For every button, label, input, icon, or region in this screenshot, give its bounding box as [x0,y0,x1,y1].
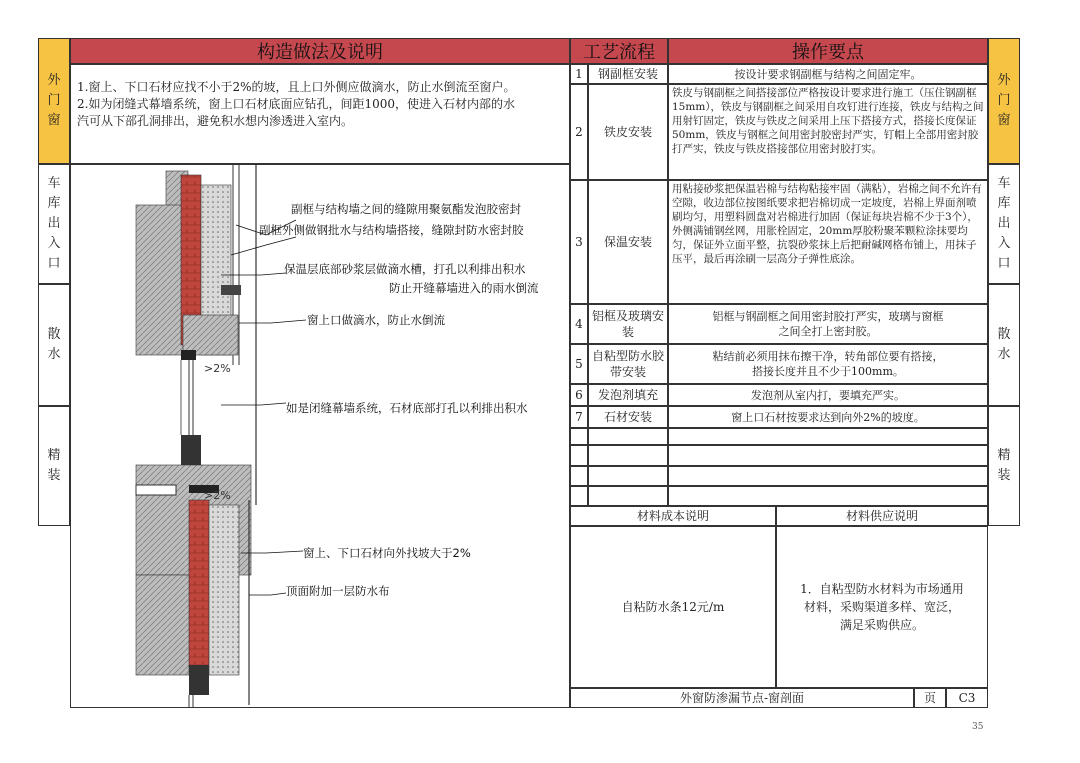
right-tab-finishing[interactable] [988,406,1020,526]
material-supply-header: 材料供应说明 [776,506,988,526]
step-description: 粘结前必须用抹布擦干净，转角部位要有搭接，搭接长度并且不少于100mm。 [668,344,988,384]
step-number: 7 [570,406,588,428]
material-cost-text: 自粘防水条12元/m [570,526,776,688]
empty-cell [668,486,988,506]
step-name: 钢副框安装 [588,64,668,84]
note-1: 1.窗上、下口石材应找不小于2%的坡，且上口外侧应做滴水，防止水倒流至窗户。 [77,80,516,94]
left-tab-finishing[interactable] [38,406,70,526]
step-name: 保温安装 [588,180,668,304]
process-header [570,38,668,64]
page-number: 35 [972,722,984,732]
drawing-title: 外窗防渗漏节点-窗剖面 [570,688,914,708]
section-drawing-area [70,164,570,708]
note-2: 2.如为闭缝式幕墙系统，窗上口石材底面应钻孔，间距1000，使进入石材内部的水汽可从下部孔洞排出，避免积水想内渗透进入室内。 [77,97,515,128]
upper-wall-section [136,165,256,365]
left-tab-drainage[interactable] [38,284,70,406]
process-header-text: 工艺流程 [583,42,655,63]
right-tab-drainage[interactable] [988,284,1020,406]
annotation-drain-holes: 如是闭缝幕墙系统，石材底部打孔以利排出积水 [286,401,528,415]
operation-header [668,38,988,64]
right-tab-label: 外门窗 [997,73,1011,128]
step-number: 4 [570,304,588,344]
step-name: 自粘型防水胶带安装 [588,344,668,384]
empty-cell [588,428,668,445]
annotation-drip-groove: 保温层底部砂浆层做滴水槽，打孔以利排出积水 [284,262,526,276]
empty-cell [570,486,588,506]
left-tab-label: 车库出入口 [47,176,61,271]
material-cost-header: 材料成本说明 [570,506,776,526]
window-section-drawing [71,165,569,707]
step-number: 3 [570,180,588,304]
step-number: 2 [570,84,588,180]
right-tab-garage-entrance[interactable] [988,164,1020,284]
left-tab-label: 精装 [47,448,61,483]
empty-cell [668,428,988,445]
step-description: 发泡剂从室内打，要填充严实。 [668,384,988,406]
construction-header-text: 构造做法及说明 [257,42,383,63]
page-code: C3 [946,688,988,708]
step-description: 窗上口石材按要求达到向外2%的坡度。 [668,406,988,428]
step-description: 铝框与钢副框之间用密封胶打严实，玻璃与窗框之间全打上密封胶。 [668,304,988,344]
empty-cell [570,428,588,445]
page-label: 页 [914,688,946,708]
left-tab-label: 散水 [47,327,61,362]
construction-header [70,38,570,64]
empty-cell [570,466,588,486]
step-name: 发泡剂填充 [588,384,668,406]
slope-label-lower: >2% [204,489,231,502]
step-number: 1 [570,64,588,84]
operation-header-text: 操作要点 [792,42,864,63]
step-name: 铝框及玻璃安装 [588,304,668,344]
left-tab-garage-entrance[interactable] [38,164,70,284]
slope-label-upper: >2% [204,362,231,375]
right-tab-label: 车库出入口 [997,176,1011,271]
step-description: 用粘接砂浆把保温岩棉与结构粘接牢固（满粘），岩棉之间不允许有空隙，收边部位按图纸要求把岩棉切成一定坡度，岩棉上界面剂喷刷均匀，用塑料圆盘对岩棉进行加固（保证每块岩棉不少于3个），外侧满铺钢丝网，用胀栓固定，20mm厚胶粉聚苯颗粒涂抹要均匀，保证外立面平整，抗裂砂浆抹上后把耐碱网格布铺上，用抹子压平，最后再涂刷一层高分子弹性底涂。 [668,180,988,304]
step-name: 铁皮安装 [588,84,668,180]
right-tab-label: 精装 [997,448,1011,483]
empty-cell [570,445,588,466]
empty-cell [588,486,668,506]
left-tab-exterior-window[interactable] [38,38,70,164]
empty-cell [668,445,988,466]
annotation-rain-backflow: 防止开缝幕墙进入的雨水倒流 [389,281,539,295]
step-number: 6 [570,384,588,406]
right-tab-exterior-window[interactable] [988,38,1020,164]
empty-cell [588,466,668,486]
annotation-waterproof-cloth: 顶面附加一层防水布 [286,584,390,598]
annotation-foam-seal: 副框与结构墙之间的缝隙用聚氨酯发泡胶密封 [291,202,521,216]
annotation-drip-edge: 窗上口做滴水，防止水倒流 [307,313,445,327]
right-tab-label: 散水 [997,327,1011,362]
material-supply-text: 1．自粘型防水材料为市场通用材料，采购渠道多样、宽泛，满足采购供应。 [776,526,988,688]
annotation-stone-slope: 窗上、下口石材向外找坡大于2% [303,546,471,560]
construction-notes [70,64,570,164]
left-tab-label: 外门窗 [47,73,61,128]
step-number: 5 [570,344,588,384]
step-description: 铁皮与钢副框之间搭接部位严格按设计要求进行施工（压住钢副框15mm），铁皮与钢副框之间采用自攻钉进行连接，铁皮与结构之间用射钉固定，铁皮与铁皮之间采用上压下搭接方式，搭接长度保证50mm，铁皮与钢框之间用密封胶密封严实，钉帽上全部用密封胶打严实，铁皮与铁皮搭接部位用密封胶打实。 [668,84,988,180]
empty-cell [668,466,988,486]
empty-cell [588,445,668,466]
step-description: 按设计要求钢副框与结构之间固定牢。 [668,64,988,84]
annotation-steel-flashing: 副框外侧做钢批水与结构墙搭接，缝隙封防水密封胶 [259,223,524,237]
step-name: 石材安装 [588,406,668,428]
